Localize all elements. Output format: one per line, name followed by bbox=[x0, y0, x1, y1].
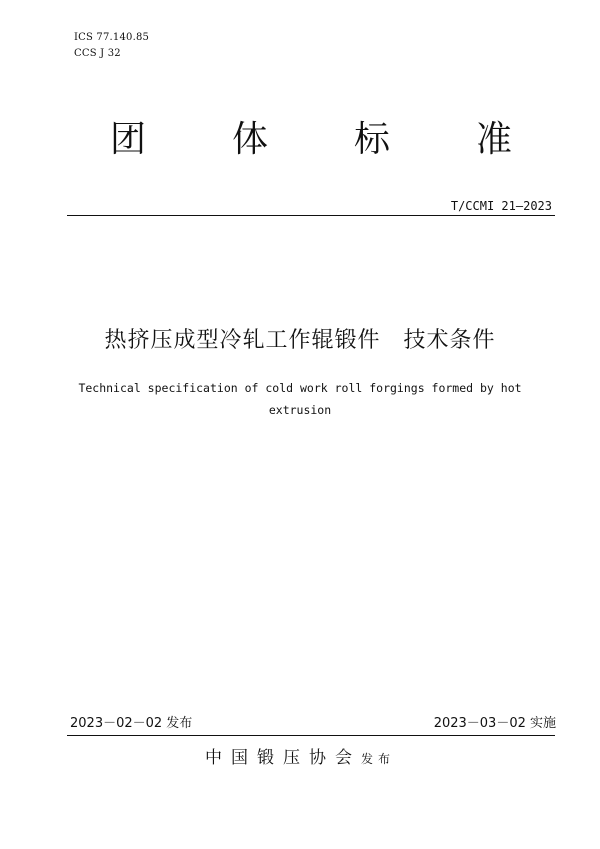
heading-char: 标 bbox=[353, 119, 390, 160]
standard-number: T/CCMI 21—2023 bbox=[450, 199, 552, 213]
bottom-divider bbox=[67, 735, 555, 736]
heading-char: 体 bbox=[231, 119, 268, 160]
issuer-name: 中国锻压协会 bbox=[204, 748, 361, 768]
english-title bbox=[60, 377, 540, 421]
heading-char: 准 bbox=[475, 119, 512, 160]
publish-date: 2023－02－02 发布 bbox=[70, 716, 193, 731]
issuer-suffix: 发布 bbox=[360, 752, 395, 766]
standard-type-heading bbox=[0, 118, 600, 162]
ics-code: ICS 77.140.85 bbox=[74, 32, 150, 43]
heading-char: 团 bbox=[110, 119, 147, 160]
top-divider bbox=[67, 215, 555, 216]
classification-codes bbox=[74, 30, 149, 62]
english-title-line: extrusion bbox=[268, 403, 332, 417]
implement-date: 2023－03－02 实施 bbox=[433, 716, 556, 731]
ccs-code: CCS J 32 bbox=[74, 48, 121, 59]
chinese-title: 热挤压成型冷轧工作辊锻件 技术条件 bbox=[104, 328, 496, 353]
english-title-line: Technical specification of cold work roll forgings formed by hot bbox=[78, 381, 522, 395]
issuing-organization bbox=[0, 745, 600, 772]
